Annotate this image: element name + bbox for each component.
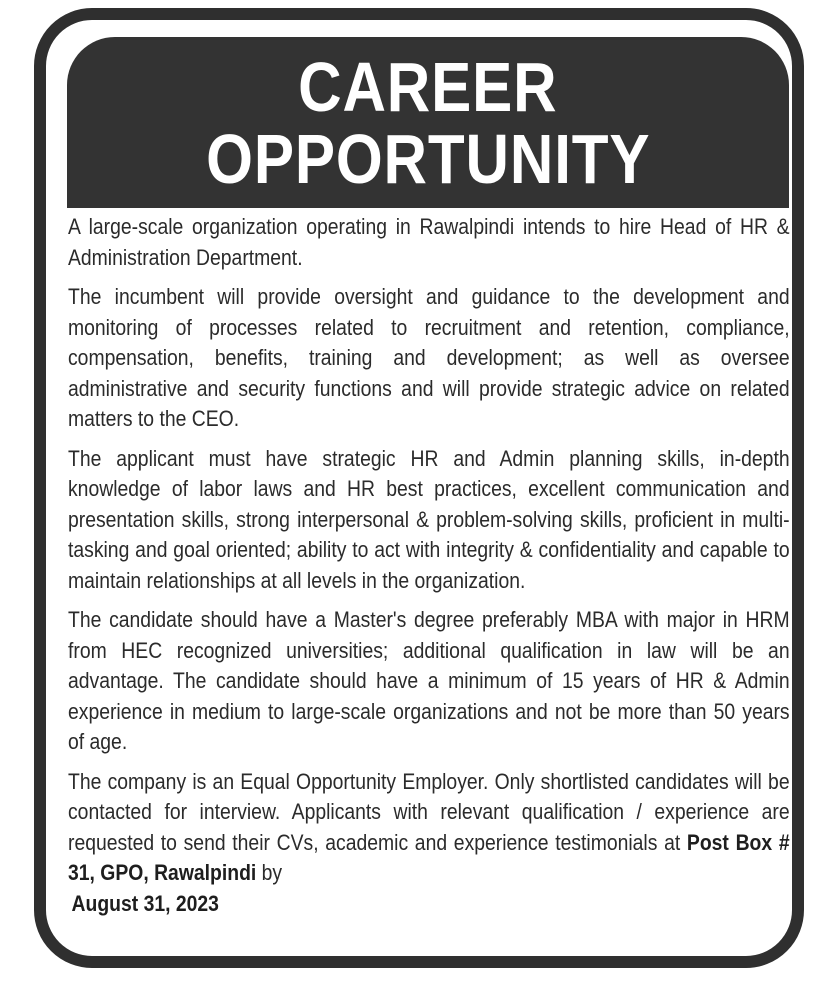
application-paragraph [68, 767, 790, 920]
ad-body [68, 212, 790, 928]
responsibilities-paragraph: The incumbent will provide oversight and guidance to the development and monitoring of processes related to recruitment and retention, compliance, compensation, benefits, training and development; as well as oversee administrative and security functions and will provide strategic advice on related matters to the CEO. [68, 284, 790, 431]
title-opportunity: OPPORTUNITY [205, 119, 651, 198]
skills-paragraph: The applicant must have strategic HR and Admin planning skills, in-depth knowledge of labor laws and HR best practices, excellent communication and presentation skills, strong interpersonal & problem-solving skills, proficient in multi-tasking and goal oriented; ability to act with integrity & confidentiality and capable to maintain relationships at all levels in the organization. [68, 445, 790, 593]
qualifications-paragraph: The candidate should have a Master's degree preferably MBA with major in HRM from HEC recognized universities; additional qualification in law will be an advantage. The candidate should have a minimum of 15 years of HR & Admin experience in medium to large-scale organizations and not be more than 50 years of age. [68, 607, 790, 754]
title-career: CAREER [298, 47, 558, 126]
deadline-date: August 31, 2023 [71, 890, 219, 916]
by-text: by [256, 860, 283, 885]
postal-address: Post Box # 31, GPO, Rawalpindi [68, 829, 790, 885]
intro-paragraph: A large-scale organization operating in Rawalpindi intends to hire Head of HR & Administration Department. [68, 214, 790, 270]
application-text: The company is an Equal Opportunity Employer. Only shortlisted candidates will be contacted for interview. Applicants with relevant qualification / experience are requested to send their CVs, academic and experience testimonials at [68, 768, 790, 855]
ad-header [67, 37, 789, 208]
